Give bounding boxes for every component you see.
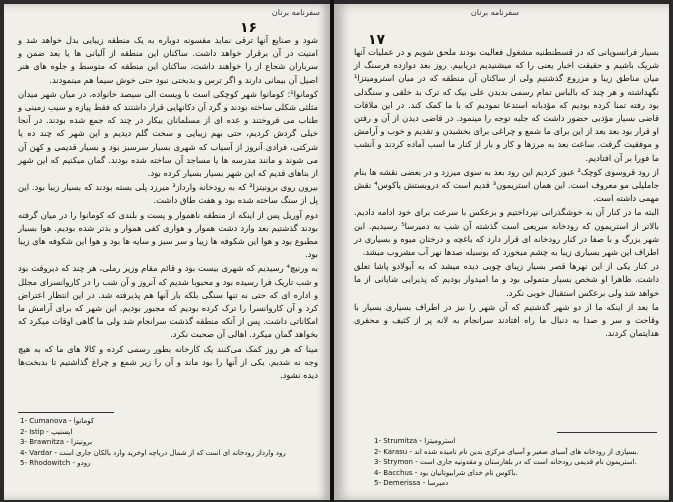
footnote-number: 4 bbox=[374, 468, 379, 477]
left-page-header: سفرنامه برنان bbox=[271, 8, 320, 17]
left-page-number: ۱۶ bbox=[240, 20, 258, 36]
footnote-text: Brawnitza - برونیتزا bbox=[29, 438, 93, 446]
footnote: 5- Demerissa - دمیرسا bbox=[374, 479, 449, 487]
footnote: 2- Karasu - بسیاری از رودخانه های آسیای صغیر و آسیای مرکزی بدین نام نامیده شده اند. bbox=[374, 447, 639, 456]
paragraph: ما بعد از اینکه ما از دو شهر گذشتیم که آن شهر را نیز در اطراف بسیاری بسیار با وقاحت و سر و صدا به دنبال ما راه افتادند سرانجام به لانه پر از کثیف و محقری هدایتمان کردند. bbox=[354, 301, 659, 339]
footnote: 3- Brawnitza - برونیتزا bbox=[20, 438, 93, 446]
left-page bbox=[4, 4, 330, 500]
paragraph: بسیار فرانسویانی که در قسطنطنیه مشغول فعالیت بودند ملحق شویم و در عملیات آنها شریک باشیم و حقیقت اخبار یعنی را که میشنیدیم دریابیم. روز بعد دوازده فرسنگ از میان مناطق زیبا و مزروع گذشتیم ولی از ساکنان آن منطقه که در میان استرومیتزا¹ نگهداشته و هر چند که بالباس تمام رسمی بدیدن علی بیک که ترک بد خلقی و سنگدلی بود رفته تمنا کرده بودیم که مؤدبانه استدعا نمودیم که با ما کمک کند. در این ملاقات قاضی بسیار مؤدبی حضور داشت که جلبه توجه را مینمود. در قاضی دیدن از آن و رفتن او قرار بود بعد بعد از این برای ما شمع و چراغی برای بخشیدن و تقدیم و خوب و آرامش و موفقیت گرفت. ساعت بعد به مرزها و کار و بار از کنار ما اسب آماده کردند و آنشب ما فورا بر آن افتادیم. bbox=[354, 47, 659, 163]
footnote-number: 2 bbox=[20, 427, 25, 436]
footnote-text: Demerissa - دمیرسا bbox=[383, 479, 449, 487]
footnote: 3- Strymon - استریمون نام قدیمی رودخانه است که در بلغارستان و مقدونیه جاری است. bbox=[374, 458, 637, 466]
footnote-text: Cumanova - کومانوا bbox=[29, 417, 95, 425]
footnote-text: Karasu - بسیاری از رودخانه های آسیای صغیر و آسیای مرکزی بدین نام نامیده شده اند. bbox=[383, 447, 639, 456]
right-page bbox=[334, 4, 669, 500]
footnote-text: Bacchus - باکوس نام خدای شرابیونانیان بود. bbox=[383, 468, 518, 477]
left-page-body bbox=[18, 34, 318, 381]
footnote-text: Istip - ایستیپ bbox=[29, 427, 73, 436]
footnote: 5- Rhodowitch - رودو bbox=[20, 459, 91, 467]
right-footnotes bbox=[374, 436, 660, 489]
right-page-header: سفرنامه برنان bbox=[470, 8, 519, 17]
footnote: 4- Bacchus - باکوس نام خدای شرابیونانیان بود. bbox=[374, 468, 518, 477]
footnote-text: Strumitza - استرومیتزا bbox=[383, 437, 456, 445]
footnote-rule bbox=[18, 412, 114, 413]
footnote-number: 2 bbox=[374, 447, 379, 456]
paragraph: بیرون روی برونیتزا² که به رودخانه وارداز³ میرزد پلی بسته بودند که بسیار زیبا بود. این پل از سنگ ساخته شده بود و هفت طاق داشت. bbox=[18, 182, 318, 206]
footnote: 4- Vardar - رود وارداز رودخانه ای است که از شمال دریاچه اوخرید وارد بالکان جاری است bbox=[20, 448, 286, 457]
right-page-body bbox=[354, 46, 659, 426]
paragraph: البته ما در کنار آن به خوشگذرانی نپرداختیم و برعکس با سرعت برای خود ادامه دادیم. بالاتر از استریمون که رودخانه سریعی است گذشته آن شب به دمیرسا⁵ رسیدیم. این شهر بزرگ و با صفا در کنار رودخانه ای قرار دارد که باغچه و درختان میوه و بسیاری در اطراف این شهر بسیاری زیبا به چشم میخورد که بوسیله صدها نهر آب مشروب میشد. bbox=[354, 207, 660, 258]
paragraph: دوم آوریل پس از اینکه از منطقه ناهموار و پست و بلندی که کومانوا را در میان گرفته بودند گذشتیم بعد وارد دشت هموار و هواری کفی هموار و بدتر شده بودیم. هوا بسیار مطبوع بود و هوا این شکوفه ها زیبا و سر سبز و سایه ها بود و هوا این شکوفه های زیبا بود. bbox=[18, 209, 318, 260]
paragraph: در کنار یکی از این نهرها قصر بسیار زیبای چوبی دیده میشد که به آبولادو پاشا تعلق داشت. ظاهرا او شخص بسیار متمولی بود و ما امیدوار بودیم که پذیرایی شایانی از ما خواهد شد ولی برعکس استقبال خوبی نکرد. bbox=[354, 261, 659, 298]
footnote-text: Vardar - رود وارداز رودخانه ای است که از شمال دریاچه اوخرید وارد بالکان جاری است bbox=[29, 448, 286, 457]
footnote-text: Rhodowitch - رودو bbox=[29, 459, 91, 467]
left-footnotes bbox=[20, 416, 320, 469]
footnote: 2- Istip - ایستیپ bbox=[20, 427, 73, 436]
paragraph: به ورنیچ⁴ رسیدیم که شهری بیست بود و قائم مقام وزیر رملی، هر چند که دیروقت بود و شب تاریک فرا رسیده بود و محبوبا شدیم که آنروز و آن شب را در کاروانسرای مجلل و اداره ای که حتی نه تنها سنگی بلکه بار آنها هم پذیرفته شد. در این انتظار اعتراض کرد و آن کاروانسرا را ترک کرده بودیم که مجبور بودیم. این شهر که برای آرامش ما امکاناتی داشت. پس از آنکه منطقه گذشت سرانجام شد ولی ما گاهی اوقات میکرد که بخواهد گمان میکرد. اهالی آن صحبت نکرد. bbox=[18, 263, 318, 340]
footnote-number: 1 bbox=[20, 417, 25, 425]
footnote: 1- Cumanova - کومانوا bbox=[20, 417, 95, 425]
footnote-rule bbox=[557, 432, 657, 433]
footnote-number: 4 bbox=[20, 448, 25, 457]
footnote-number: 1 bbox=[374, 437, 379, 445]
paragraph: از رود قروسوی کوچک² عبور کردیم این رود بعد به سوی میرزد و در بعضی نقشه ها بنام جاملیلی مو معروف است. این همان استریمون³ قدیم است که درویستش یاکوس⁴ نقش مهمی داشته است. bbox=[354, 166, 659, 204]
paragraph: مینا که هر روز کمک می‌کنند یک کارخانه بطور رسمی کرده و کالا های ما که به هیچ وجه نه شدیم. یکی از آنها را بود ماند و آن را زیر شمع و چراغ گذاشتیم تا بدبخت‌ها دیده نشود. bbox=[18, 343, 318, 381]
paragraph: شود و صنایع آنها ترقی نماید مقسونه دوباره به یک منطقه زیبایی بدل خواهد شد و امنیت در آن برقرار خواهد داشت. ساکنان این منطقه از آلبانی ها یا بعد ضمن و سرباران شجاع از را خواهند داشت، ساکنان این منطقه که متوسط و جلوه های هنر اصیل آن بیمانی دارند و اگر ترس و بدبختی نبود حتی خوش سیما هم مینمودند. bbox=[18, 35, 318, 85]
footnote-number: 5 bbox=[20, 459, 25, 467]
footnote-text: Strymon - استریمون نام قدیمی رودخانه است که در بلغارستان و مقدونیه جاری است. bbox=[383, 458, 637, 466]
footnote-number: 5 bbox=[374, 479, 379, 487]
footnote-number: 3 bbox=[374, 458, 379, 466]
footnote: 1- Strumitza - استرومیتزا bbox=[374, 437, 456, 445]
right-page-number: ۱۷ bbox=[368, 32, 386, 48]
footnote-number: 3 bbox=[20, 438, 25, 446]
paragraph: کومانوا¹: کومانوا شهر کوچکی است با ویست الی سیصد خانواده، در میان شهر میدان مثلثی شکلی ساخته بودند و گرد آن دکانهایی قرار داشتند که فقط پیازه و سیب زمینی و طناب می فروختند و عده ای از مسلمانان بیکار در چند که جمع شده بودند. در آنجا خیلی گردش کردیم، حتی بهم زیبایی و سخت گلم دیدیم و این شهر که چند ده یا شرکتی، فرادی آنروز از آسیاب که شهری بسیار سرسبز بود و بسیار قدیمی و کهن آن می شوند و مانند مدرسه ها یا مساجد آن ساخته شده بودند. گمان میکنیم که این شهر از بناهای قدیم که این شهر بسیار بسیار کرده بود. bbox=[18, 88, 318, 179]
